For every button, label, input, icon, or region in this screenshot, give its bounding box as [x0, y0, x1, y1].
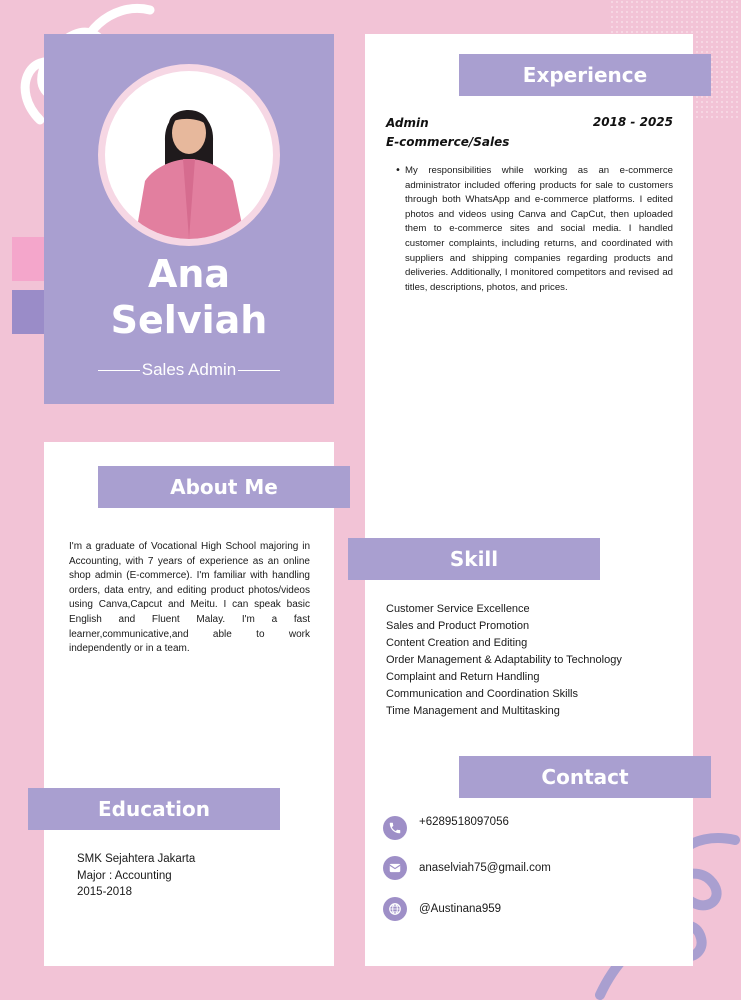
experience-role-line2: E-commerce/Sales	[386, 135, 510, 149]
about-heading: About Me	[98, 466, 350, 508]
education-details	[77, 851, 297, 901]
title-line-right	[238, 370, 280, 371]
contact-social[interactable]: @Austinana959	[419, 903, 502, 915]
contact-heading: Contact	[459, 756, 711, 798]
experience-heading: Experience	[459, 54, 711, 96]
skill-item: Communication and Coordination Skills	[386, 688, 578, 700]
experience-bullet: •	[395, 165, 401, 176]
mail-icon	[383, 856, 407, 880]
skill-list	[386, 601, 686, 720]
job-title: Sales Admin	[141, 360, 237, 379]
globe-icon	[383, 897, 407, 921]
experience-role-line1: Admin	[386, 116, 429, 130]
contact-phone-row	[383, 816, 509, 840]
profile-photo	[98, 64, 280, 246]
experience-description: My responsibilities while working as an e-commerce administrator included offering products for sale to customers through both WhatsApp and e-commerce platforms. I edited photos and videos using Canva and CapCut, then uploaded them to e-commerce sites and social media. I handled customer complaints, including returns, and coordinated with suppliers and shipping companies regarding products and deliveries. Additionally, I monitored competitors and revised ad titles, descriptions, photos, and prices.	[405, 165, 673, 293]
name-first: Ana	[147, 252, 231, 296]
education-major: Major : Accounting	[77, 869, 172, 882]
skill-item: Order Management & Adaptability to Technology	[386, 654, 622, 666]
education-heading: Education	[28, 788, 280, 830]
experience-role	[386, 114, 509, 152]
title-line-left	[98, 370, 140, 371]
name-last: Selviah	[110, 298, 268, 342]
skill-item: Time Management and Multitasking	[386, 705, 560, 717]
skill-item: Customer Service Excellence	[386, 603, 530, 615]
contact-email-row	[383, 856, 551, 880]
job-title-row	[98, 360, 280, 380]
education-school: SMK Sejahtera Jakarta	[77, 853, 196, 865]
contact-email[interactable]: anaselviah75@gmail.com	[419, 862, 551, 874]
contact-phone[interactable]: +6289518097056	[419, 816, 509, 828]
about-text: I'm a graduate of Vocational High School majoring in Accounting, with 7 years of experience as an online shop admin (E-commerce). I'm familiar with handling orders, data entry, and editing product photos/videos using Canva,Capcut and Meitu. I can speak basic English and Fluent Malay. I'm a fast learner,communicative,and able to work independently or in a team.	[69, 541, 310, 655]
phone-icon	[383, 816, 407, 840]
skill-item: Sales and Product Promotion	[386, 620, 530, 632]
skill-heading: Skill	[348, 538, 600, 580]
contact-social-row	[383, 897, 501, 921]
experience-years: 2018 - 2025	[592, 115, 673, 129]
skill-item: Complaint and Return Handling	[386, 671, 540, 683]
skill-item: Content Creation and Editing	[386, 637, 528, 649]
education-years: 2015-2018	[77, 886, 132, 898]
